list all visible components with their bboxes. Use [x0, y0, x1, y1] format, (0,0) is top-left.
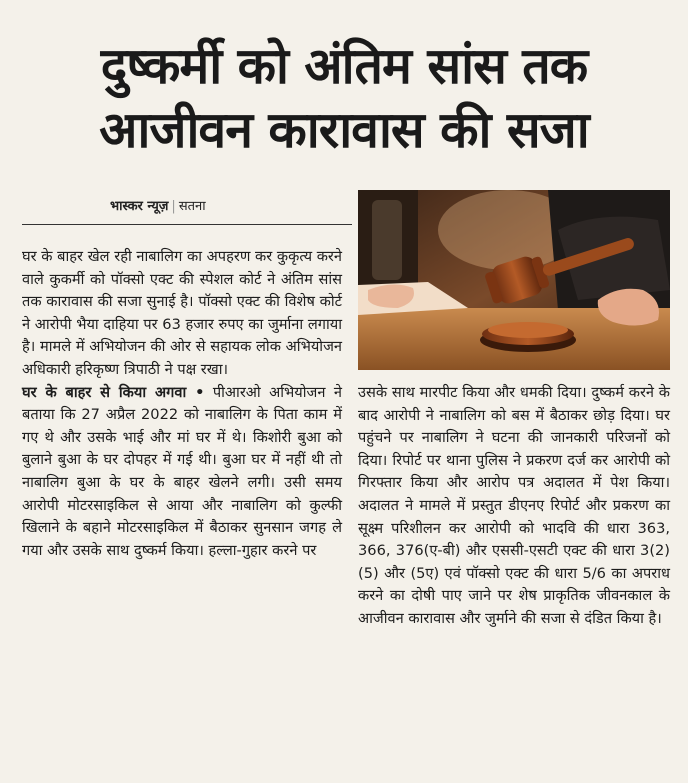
gavel-icon: [358, 190, 670, 370]
article-column-2: [358, 382, 670, 631]
byline-separator: |: [171, 199, 176, 214]
article-paragraph: उसके साथ मारपीट किया और धमकी दिया। दुष्कर्म करने के बाद आरोपी ने नाबालिग को बस में बैठाकर छोड़ दिया। घर पहुंचने पर नाबालिग ने घटना की जानकारी परिजनों को दिया। रिपोर्ट पर थाना पुलिस ने प्रकरण दर्ज कर आरोपी को गिरफ्तार किया और आरोप पत्र अदालत में पेश किया। अदालत ने मामले में प्रस्तुत डीएनए रिपोर्ट और प्रकरण का सूक्ष्म परिशीलन कर आरोपी को भादवि की धारा 363, 366, 376(ए-बी) और एससी-एसटी एक्ट की धारा 3(2)(5) और (5ए) एवं पॉक्सो एक्ट की धारा 5/6 का अपराध करने का दोषी पाए जाने पर शेष प्राकृतिक जीवनकाल के आजीवन कारावास और जुर्माने की सजा से दंडित किया है।: [358, 384, 670, 627]
headline-line-1: दुष्कर्मी को अंतिम सांस तक: [100, 37, 588, 95]
article-paragraph: घर के बाहर खेल रही नाबालिग का अपहरण कर कुकृत्य करने वाले कुकर्मी को पॉक्सो एक्ट की स्पेशल कोर्ट ने अंतिम सांस तक कारावास की सजा सुनाई है। पॉक्सो एक्ट की विशेष कोर्ट ने आरोपी भैया दाहिया पर 63 हजार रुपए का जुर्माना लगाया है। मामले में अभियोजन की ओर से सहायक लोक अभियोजन अधिकारी हरिकृष्ण त्रिपाठी ने पक्ष रखा।: [22, 248, 342, 378]
byline-location: सतना: [178, 199, 206, 214]
headline-line-2: आजीवन कारावास की सजा: [99, 101, 589, 159]
section-subhead: घर के बाहर से किया अगवा •: [22, 383, 205, 401]
headline: [10, 34, 678, 162]
photo-gavel: [358, 190, 670, 370]
byline-source: भास्कर न्यूज़: [110, 199, 169, 214]
article-paragraph-text: पीआरओ अभियोजन ने बताया कि 27 अप्रैल 2022 को नाबालिग के पिता काम में गए थे और उसके भाई और मां घर में थे। किशोरी बुआ को बुलाने बुआ के घर दोपहर में गई थी। बुआ घर में नहीं थी तो नाबालिग बुआ के घर के बाहर खेलने लगी। उसी समय आरोपी मोटरसाइकिल से आया और नाबालिग को कुल्फी खिलाने के बहाने मोटरसाइकिल में बैठाकर सुनसान जगह ले गया और उसके साथ दुष्कर्म किया। हल्ला-गुहार करने पर: [22, 383, 342, 559]
byline: [110, 198, 206, 216]
article-column-1: [22, 246, 342, 562]
article-paragraph-with-subhead: [22, 382, 342, 563]
byline-rule: [22, 224, 352, 225]
